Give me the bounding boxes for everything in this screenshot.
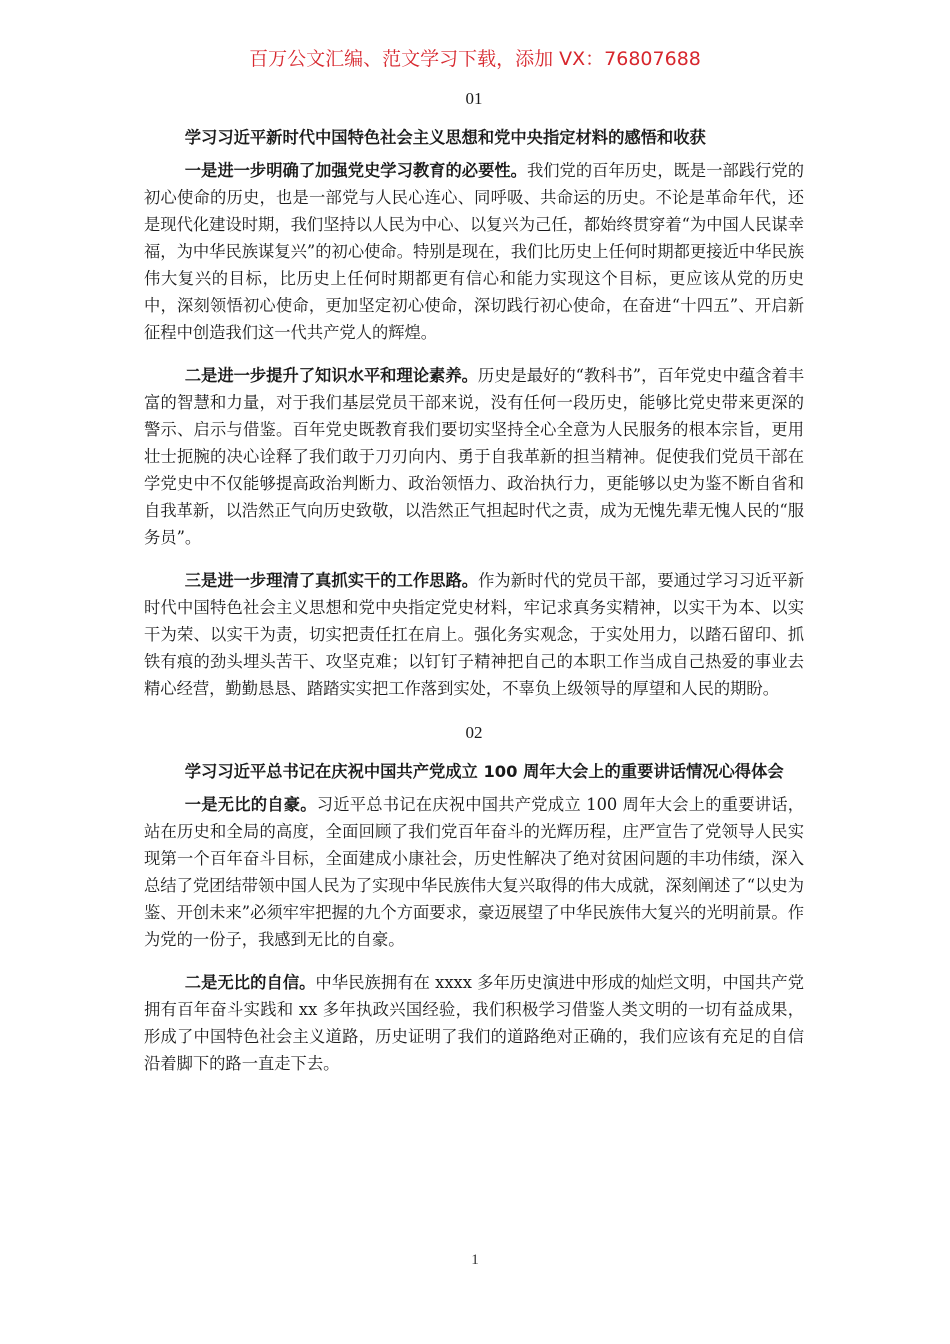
paragraph [144, 567, 804, 702]
paragraph-lead: 一是无比的自豪。 [184, 795, 317, 814]
section-number: 02 [465, 723, 483, 742]
section-title: 学习习近平新时代中国特色社会主义思想和党中央指定材料的感悟和收获 [184, 128, 706, 147]
paragraph-body: 我们党的百年历史，既是一部践行党的初心使命的历史，也是一部党与人民心连心、同呼吸、共命运的历史。不论是革命年代，还是现代化建设时期，我们坚持以人民为中心、以复兴为己任，都始终贯穿着“为中国人民谋幸福，为中华民族谋复兴”的初心使命。特别是现在，我们比历史上任何时期都更接近中华民族伟大复兴的目标，比历史上任何时期都更有信心和能力实现这个目标，更应该从党的历史中，深刻领悟初心使命，更加坚定初心使命，深切践行初心使命，在奋进“十四五”、开启新征程中创造我们这一代共产党人的辉煌。 [144, 161, 804, 342]
paragraph [144, 791, 804, 953]
section-title: 学习习近平总书记在庆祝中国共产党成立 100 周年大会上的重要讲话情况心得体会 [184, 762, 784, 781]
promo-banner: 百万公文汇编、范文学习下载，添加 VX：76807688 [249, 48, 701, 70]
paragraph-body: 历史是最好的“教科书”，百年党史中蕴含着丰富的智慧和力量，对于我们基层党员干部来说，没有任何一段历史，能够比党史带来更深的警示、启示与借鉴。百年党史既教育我们要切实坚持全心全意为人民服务的根本宗旨，更用壮士扼腕的决心诠释了我们敢于刀刃向内、勇于自我革新的担当精神。促使我们党员干部在学党史中不仅能够提高政治判断力、政治领悟力、政治执行力，更能够以史为鉴不断自省和自我革新，以浩然正气向历史致敬，以浩然正气担起时代之责，成为无愧先辈无愧人民的“服务员”。 [144, 366, 804, 547]
paragraph-body: 作为新时代的党员干部，要通过学习习近平新时代中国特色社会主义思想和党中央指定党史材料，牢记求真务实精神，以实干为本、以实干为荣、以实干为责，切实把责任扛在肩上。强化务实观念，于实处用力，以踏石留印、抓铁有痕的劲头埋头苦干、攻坚克难；以钉钉子精神把自己的本职工作当成自己热爱的事业去精心经营，勤勤恳恳、踏踏实实把工作落到实处，不辜负上级领导的厚望和人民的期盼。 [144, 571, 804, 698]
paragraph [144, 157, 804, 346]
paragraph-body: 习近平总书记在庆祝中国共产党成立 100 周年大会上的重要讲话，站在历史和全局的高度，全面回顾了我们党百年奋斗的光辉历程，庄严宣告了党领导人民实现第一个百年奋斗目标，全面建成小康社会，历史性解决了绝对贫困问题的丰功伟绩，深入总结了党团结带领中国人民为了实现中华民族伟大复兴取得的伟大成就，深刻阐述了“以史为鉴、开创未来”必须牢牢把握的九个方面要求，豪迈展望了中华民族伟大复兴的光明前景。作为党的一份子，我感到无比的自豪。 [144, 795, 804, 949]
document-body [144, 84, 804, 1093]
paragraph [144, 362, 804, 551]
page-number: 1 [471, 1252, 479, 1268]
paragraph [144, 969, 804, 1077]
paragraph-lead: 三是进一步理清了真抓实干的工作思路。 [184, 571, 479, 590]
section-number: 01 [465, 89, 483, 108]
paragraph-lead: 一是进一步明确了加强党史学习教育的必要性。 [184, 161, 527, 180]
paragraph-body: 中华民族拥有在 xxxx 多年历史演进中形成的灿烂文明，中国共产党拥有百年奋斗实践和 xx 多年执政兴国经验，我们积极学习借鉴人类文明的一切有益成果，形成了中国特色社会主义道路，历史证明了我们的道路绝对正确的，我们应该有充足的自信沿着脚下的路一直走下去。 [144, 973, 804, 1073]
paragraph-lead: 二是无比的自信。 [184, 973, 316, 992]
paragraph-lead: 二是进一步提升了知识水平和理论素养。 [184, 366, 478, 385]
